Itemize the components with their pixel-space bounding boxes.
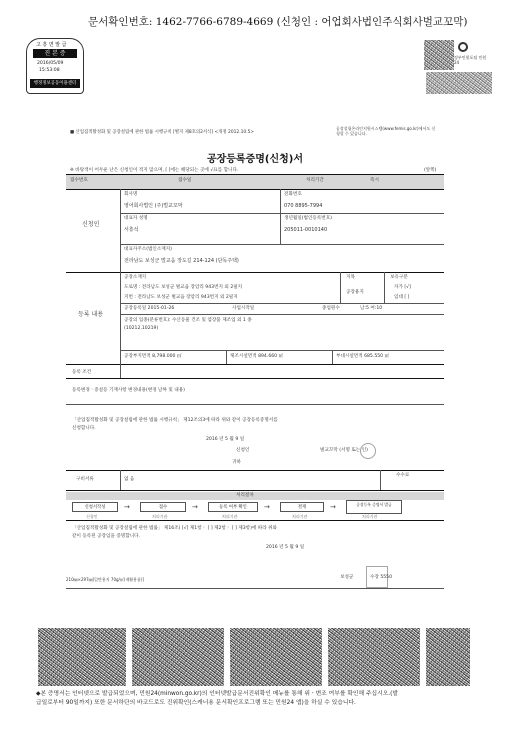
certify-text-2: 같이 등록된 공장임을 증명합니다. (72, 534, 140, 539)
flow-actor-3: 처리기관 (222, 514, 238, 519)
flow-arrow-icon: → (124, 503, 130, 511)
receipt-row (66, 175, 444, 189)
qr-seal-image (424, 40, 454, 70)
footer-notice-1: ◆본 증명서는 인터넷으로 발급되었으며, 민원24(minwon.go.kr)의 인터넷발급문서진위확인 메뉴를 통해 위ㆍ변조 여부를 확인해 주십시오.(발 (36, 691, 399, 697)
reg-date: 공장등록일 2015-01-26 (124, 306, 175, 311)
flow-arrow-icon: → (192, 503, 198, 511)
request-date: 2016 년 5 월 9 일 (206, 437, 245, 442)
birth-label: 생년월일(법인등록번호) (284, 216, 332, 221)
flow-arrow-icon: → (264, 503, 270, 511)
site-type-value: 공장용지 (346, 290, 364, 295)
request-text-1: 「산업집적활성화 및 공장설립에 관한 법률 시행규칙」 제12조의3에 따라 위와 같이 공장등록증명서를 (72, 418, 278, 423)
flow-arrow-icon: → (330, 503, 336, 511)
barcode-block (38, 628, 126, 686)
employees-label: 종업원수 (322, 306, 340, 311)
receipt-date-label: 접수일 (178, 178, 192, 183)
zoning-label: 지목 (346, 275, 355, 280)
processing-period-label: 처리기간 (306, 178, 324, 183)
rep-name-value: 서흥석 (124, 227, 139, 233)
flow-step-4: 결재 (280, 502, 324, 512)
factory-section-label: 등록 내용 (78, 311, 104, 318)
own-checkbox: 자가 [√] (394, 285, 411, 290)
factory-location-label: 공장소재지 (124, 275, 147, 280)
barcode-block (328, 628, 420, 686)
fee-label: 구비서류 (76, 477, 94, 482)
request-text-2: 신청합니다. (72, 426, 96, 431)
industry-codes: (10212,10219) (124, 326, 159, 331)
flow-actor-2: 처리기관 (152, 514, 168, 519)
flow-step-2: 접수 (140, 502, 186, 512)
business-start-label: 사업시작일 (232, 306, 255, 311)
receipt-number-label: 접수번호 (70, 178, 88, 183)
certify-date: 2016 년 5 월 9 일 (266, 545, 305, 550)
rep-address-label: 대표자주소(법인소재지) (124, 247, 172, 252)
employees-value: 남:5 여:10 (360, 306, 383, 311)
rep-name-label: 대표자 성명 (124, 216, 148, 221)
official-seal-stamp (26, 38, 84, 94)
barcode-block (230, 628, 322, 686)
addressee: 귀하 (232, 460, 241, 465)
gov-logo-icon (458, 42, 468, 52)
issuer: 보성군 (340, 575, 354, 580)
company-name-value: 영어회사법인 (주)벌교꼬막 (124, 203, 183, 209)
paper-size-note: 210㎜×297㎜[일반용지 70g/㎡(재활용품)] (66, 577, 145, 582)
qr-seal-image-2 (426, 72, 492, 94)
applicant-sign-label: 신청인 (236, 448, 250, 453)
ownership-label: 보유구분 (390, 275, 408, 280)
birth-value: 205011-0010140 (284, 227, 328, 233)
applicant-section-label: 신청인 (82, 221, 100, 228)
lease-checkbox: 임대 [ ] (394, 295, 410, 300)
applicant-seal-mark (360, 443, 376, 459)
page-marker: (앞쪽) (424, 168, 437, 173)
flow-step-5: 공장등록 증명서 발급 (346, 500, 402, 514)
certify-text-1: 「산업집적활성화 및 공장설립에 관한 법률」 제16조( [√] 제1항ㆍ [ ] 제2항ㆍ [ ] 제3항)에 따라 위와 (72, 526, 277, 531)
flow-actor-4: 처리기관 (292, 514, 308, 519)
phone-value: 070 8895-7994 (284, 203, 323, 209)
instructions: ※ 바탕색이 어두운 난은 신청인이 적지 않으며, [ ]에는 해당되는 곳에 √표를 합니다. (70, 168, 239, 173)
footer-notice-2: 급일로부터 90일까지) 또한 문서하단의 바코드로도 진위확인(스캐너용 문서확인프로그램 또는 민원24 앱)을 하실 수 있습니다. (36, 700, 356, 706)
form-title: 공장등록증명(신청)서 (206, 154, 304, 165)
road-address: 도로명 : 전라남도 보성군 벌교읍 장암리 943번지 외 2필지 (124, 285, 243, 290)
industry-line: 공장의 업종(분류번호): 수산동물 건조 및 염장품 제조업 외 1 종 (124, 318, 252, 323)
doc-confirm-number: 문서확인번호: 1462-7766-6789-4669 (신청인 : 어업회사법인주식회사벌교꼬막) (88, 16, 468, 28)
processing-period-value: 즉시 (370, 178, 379, 183)
flow-actor-1: 신청인 (86, 514, 98, 519)
flow-header: 처리절차 (236, 493, 254, 498)
flow-step-3: 등록 여부 확인 (208, 502, 258, 512)
applicant-sign-value: 벌교꼬막 (서명 또는 인) (320, 448, 368, 453)
stamp-middle-text: 진 본 증 (33, 49, 77, 58)
flow-actor-5: 처리기관 (362, 514, 378, 519)
fee-value: 없 음 (124, 477, 135, 482)
barcode-block (426, 628, 470, 686)
company-name-label: 회사명 (124, 192, 138, 197)
site-area: 공장부지면적 8,798.000 ㎡ (124, 354, 182, 359)
legal-basis: ■ 산업집적활성화 및 공장설립에 관한 법률 시행규칙 [별지 제8호의2서식] <개정 2012.10.5> (70, 130, 255, 135)
aux-area: 부대시설면적 685.550 ㎡ (336, 354, 390, 359)
lot-address: 지번 : 전라남도 보성군 벌교읍 장암리 943번지 외 2필지 (124, 295, 238, 300)
conditions-label: 등록 조건 (72, 370, 92, 375)
barcode-block (132, 628, 224, 686)
flow-step-1: 신청서작성 (72, 502, 118, 512)
stamp-bottom-text: 행정정보공동이용센터 (30, 79, 80, 88)
mfg-area: 제조시설면적 894.660 ㎡ (230, 354, 284, 359)
change-history-label: 등록변경ㆍ증설등 기재사항 변경내용(변경 날짜 및 내용) (72, 388, 185, 393)
flow-header-bar (66, 492, 444, 500)
stamp-date: 2016/05/09 (37, 61, 64, 66)
stamp-top-text: 고 흥 면 발 급 (36, 42, 67, 48)
rep-address-value: 전라남도 보성군 벌교읍 장도길 214-124 (단독주택) (124, 258, 239, 264)
phone-label: 전화번호 (284, 192, 302, 197)
gov-portal-label: 정부민원포털 민원24 (454, 55, 487, 65)
stamp-time: 15:53:08 (39, 68, 60, 73)
issuer-suffix: 수장 5550 (370, 575, 393, 580)
legal-note: 공장설립온라인지원시스템(www.femis.go.kr)에서도 신청할 수 있습니다. (336, 126, 436, 136)
fee-amount-label: 수수료 (396, 473, 410, 478)
